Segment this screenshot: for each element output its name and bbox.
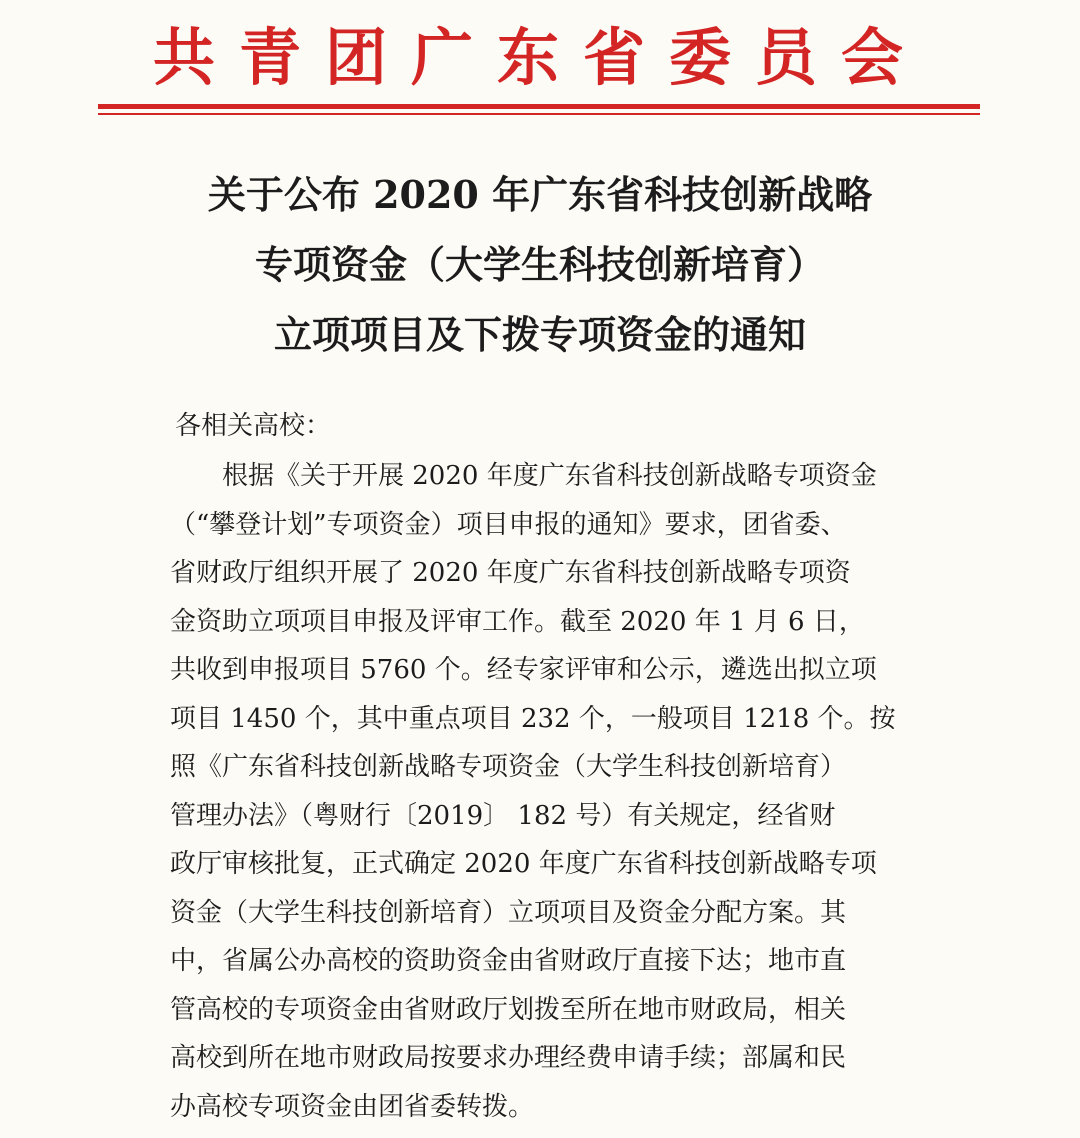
title-line: 关于公布 2020 年广东省科技创新战略	[207, 172, 873, 217]
body-line: 办高校专项资金由团省委转拨。	[170, 1091, 535, 1122]
body-line: 资金（大学生科技创新培育）立项项目及资金分配方案。其	[170, 897, 847, 928]
body-line: 中，省属公办高校的资助资金由省财政厅直接下达；地市直	[170, 946, 847, 976]
body-line: 政厅审核批复，正式确定 2020 年度广东省科技创新战略专项	[170, 849, 877, 879]
letterhead-thick-rule	[98, 104, 980, 109]
body-line: （“攀登计划”专项资金）项目申报的通知》要求，团省委、	[170, 509, 847, 540]
title-line: 立项项目及下拨专项资金的通知	[273, 312, 806, 357]
body-line: 共收到申报项目 5760 个。经专家评审和公示，遴选出拟立项	[170, 655, 877, 685]
body-line: 根据《关于开展 2020 年度广东省科技创新战略专项资金	[170, 461, 877, 491]
organization-name: 共青团广东省委员会	[152, 21, 927, 94]
body-line: 省财政厅组织开展了 2020 年度广东省科技创新战略专项资	[170, 558, 851, 588]
salutation: 各相关高校：	[175, 411, 332, 441]
letterhead-thin-rule	[98, 113, 980, 115]
document-title	[100, 160, 980, 370]
title-line: 专项资金（大学生科技创新培育）	[254, 242, 825, 287]
body-line: 管高校的专项资金由省财政厅划拨至所在地市财政局，相关	[170, 994, 847, 1025]
body-line: 管理办法》（粤财行〔2019〕 182 号）有关规定，经省财	[170, 800, 836, 831]
body-line: 金资助立项项目申报及评审工作。截至 2020 年 1 月 6 日，	[170, 606, 865, 637]
letterhead	[0, 0, 1080, 120]
body-line: 项目 1450 个，其中重点项目 232 个，一般项目 1218 个。按	[170, 703, 896, 734]
body-paragraph	[170, 452, 910, 1131]
body-line: 照《广东省科技创新战略专项资金（大学生科技创新培育）	[170, 752, 847, 782]
body-line: 高校到所在地市财政局按要求办理经费申请手续；部属和民	[170, 1043, 847, 1073]
